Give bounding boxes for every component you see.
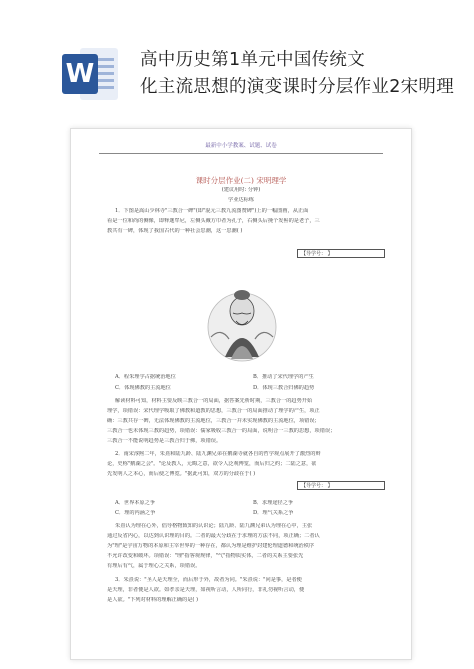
three-teachings-illustration (203, 277, 281, 367)
option-2-a: A．世界本原之争 (115, 500, 156, 506)
question-3-line-3: 是人欲。"下列对材料的理解正确的是( ) (107, 597, 199, 603)
question-2-line-1: 2．南宋淳熙二年，朱熹和陆九龄、陆九渊兄弟在鹅湖寺就各自的哲学观点展开了激烈的辩 (115, 451, 321, 457)
section-heading: 学业达标练 (228, 197, 254, 203)
answer-2-line-5: 有理后有气，属于理心之关系，项错误。 (107, 563, 201, 569)
question-2-line-2: 论，史称"鹅湖之会"。"论及教人，元晦之意，欲令人泛观博览，而后归之约；二陆之意，欲 (107, 461, 317, 467)
guide-number-box-1 (297, 249, 385, 258)
question-1-line-3: 教共有一碑，体现了我国古代的一种社会思潮，这一思潮( ) (107, 228, 243, 234)
word-icon-letter: W (62, 54, 98, 94)
guide-number-label-2: 【导学号： 】 (301, 483, 333, 489)
question-3-line-2: 是天理，非者便是人欲。如孝亲是天理，如视听言动，人所同行，非礼勿视听言动，便 (107, 587, 305, 593)
page-subtitle: 课时分层作业(二) 宋明理学 (195, 176, 287, 185)
answer-2-line-1: 朱熹认为理在心外，倡导格物致知的认识论；陆九龄、陆九渊兄弟认为理在心中，主张 (115, 523, 313, 529)
question-3-line-1: 3．朱熹说："圣人是天理全，而后形于外，故者为同。"朱熹说："问是事，是者便 (115, 577, 302, 583)
question-1-line-1: 1．下图是嵩山少林寺"三教合一碑"(即"混元三教九流图赞碑")上的一幅图画，从正面 (115, 208, 309, 214)
page-header: 最新中小学教案、试题、试卷 (205, 143, 277, 149)
option-2-d: D．理气关系之争 (253, 510, 294, 516)
guide-number-label-1: 【导学号： 】 (301, 251, 333, 257)
document-banner (0, 0, 474, 106)
option-a: A．程朱理学占据统治地位 (115, 374, 176, 380)
option-b: B．推动了宋代理学的产生 (253, 374, 314, 380)
answer-1-line-2: 理学，项错误：宋代理学吸取了佛教和道教的思想，三教合一的局面推动了理学的产生，项正 (107, 408, 320, 414)
option-2-c: C．理的内涵之争 (115, 510, 156, 516)
answer-2-line-3: 为"理"是宇宙万物的本原和主宰世界的一种存在，都认为理是维护封建伦理道德和统治秩序 (107, 543, 315, 549)
option-2-b: B．求理途径之争 (253, 500, 294, 506)
option-c: C．体现佛教的主流地位 (115, 385, 171, 391)
document-title-line-1: 高中历史第1单元中国传统文 (140, 50, 366, 70)
guide-number-box-2 (297, 481, 385, 490)
question-1-line-2: 看是一位和尚的侧像，即释迦牟尼，左侧头戴方巾者为孔子，右侧头后挽个发髻的是老子，三 (107, 218, 320, 224)
question-2-line-3: 先发明人之本心，而后使之博览。"据此可知，双方的分歧在于( ) (107, 471, 256, 477)
document-title-line-2: 化主流思想的演变课时分层作业2宋明理 (140, 77, 455, 97)
answer-2-line-2: 通过反省内心，以达到认识理的目的。二者的最大分歧在于求理的方法不同，项正确；二者认 (107, 533, 320, 539)
word-document-icon (62, 46, 120, 102)
option-d: D．体现三教合归佛的趋势 (253, 385, 315, 391)
answer-1-line-1: 解读材料可知，材料主要反映三教合一的局面，据答案先析时期，三教合一的趋势开始 (115, 398, 313, 404)
time-line: (建议用时: 分钟) (221, 187, 261, 193)
document-page-preview (70, 128, 412, 660)
answer-1-line-5: 三教合一不能说明趋势是三教合归于佛，项错误。 (107, 438, 222, 444)
header-divider (99, 153, 383, 154)
answer-1-line-3: 确：三教共存一碑，无法体现佛教的主流地位，三教合一并未实现佛教的主流地位，项错误； (107, 418, 320, 424)
answer-1-line-4: 三教合一也未体现三教的趋势，项错误：儒家吸收三教合一的局面，说明合一三教的思想，项错误； (107, 428, 336, 434)
answer-2-line-4: 不允许改变和破坏。项错误："理"指客观规律，"气"指物质实体，二者的关系主要张先 (107, 553, 304, 559)
